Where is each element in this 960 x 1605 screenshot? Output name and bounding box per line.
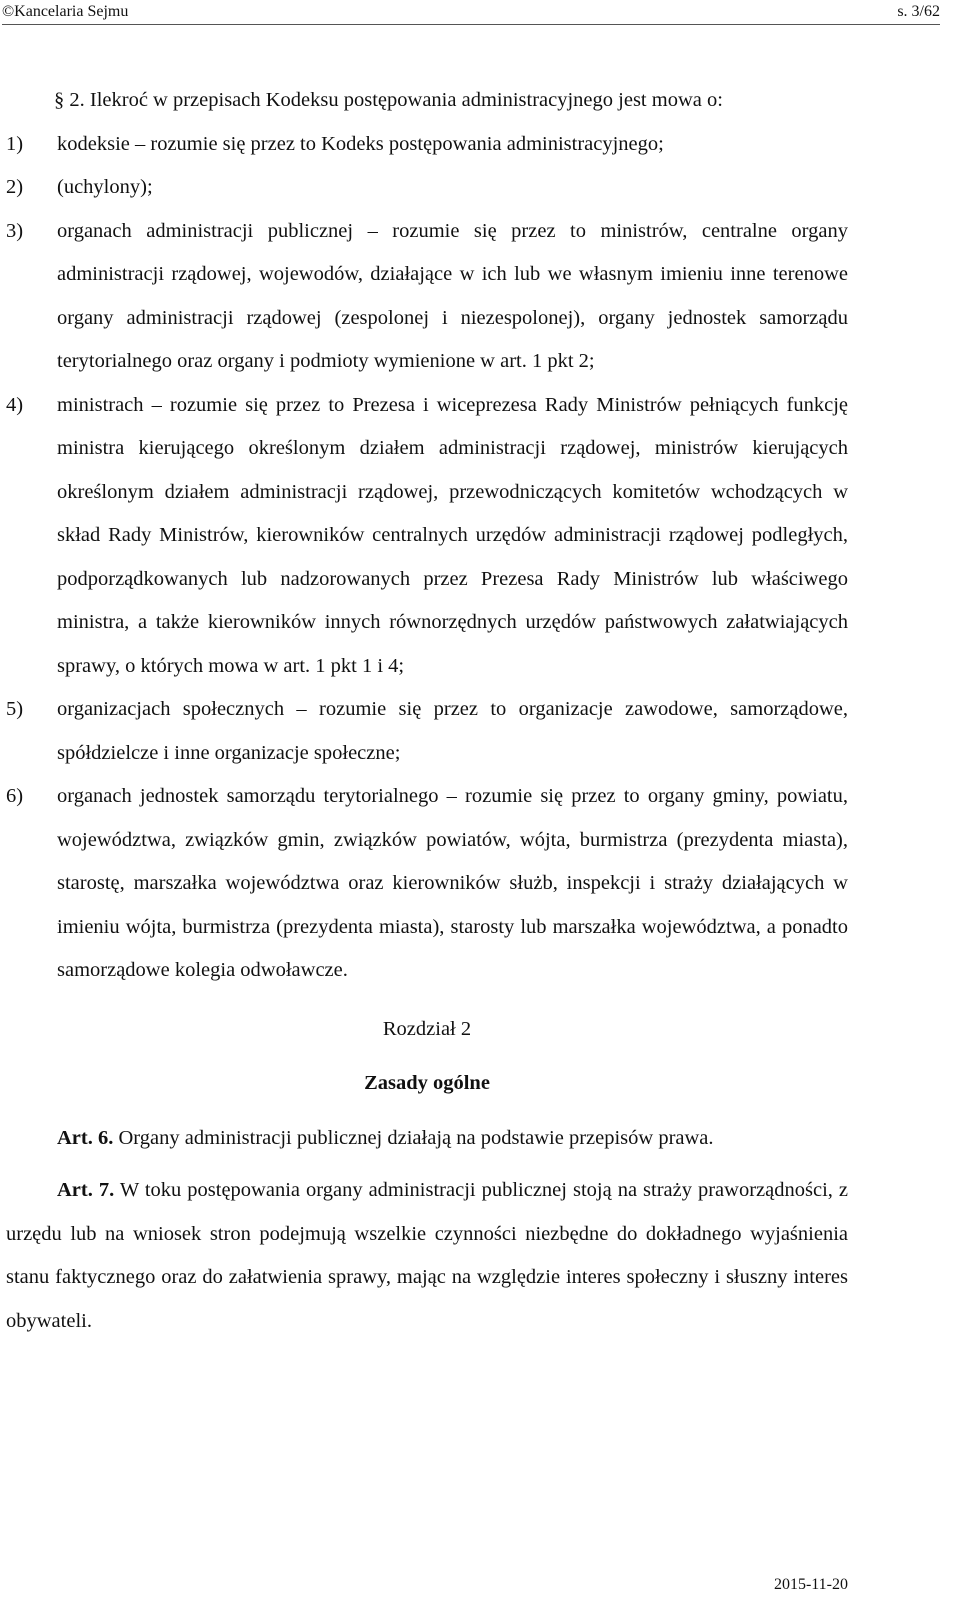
list-item-text: organach jednostek samorządu terytorialnego – rozumie się przez to organy gminy, powiatu, województwa, związków gmin, związków powiatów, wójta, burmistrza (prezydenta miasta), starostę, marszałka województwa oraz kierowników służb, inspekcji i straży działających w imieniu wójta, burmistrza (prezydenta miasta), starosty lub marszałka województwa, a ponadto samorządowe kolegia odwoławcze. — [57, 785, 848, 981]
list-item-number: 1) — [6, 132, 24, 155]
article-label: Art. 7. — [57, 1179, 115, 1201]
publisher-label: ©Kancelaria Sejmu — [2, 3, 129, 20]
page-footer-date: 2015-11-20 — [773, 1576, 848, 1593]
list-item-number: 5) — [6, 698, 24, 720]
page-header — [2, 0, 940, 25]
list-item-text: ministrach – rozumie się przez to Prezesa i wiceprezesa Rady Ministrów pełniących funkcję ministra kierującego określonym działem administracji rządowej, ministrów kierujących określonym działem administracji rządowej, przewodniczących komitetów wchodzących w skład Rady Ministrów, kierowników centralnych urzędów administracji rządowej podległych, podporządkowanych lub nadzorowanych przez Prezesa Rady Ministrów lub właściwego ministra, a także kierowników innych równorzędnych urzędów państwowych załatwiających sprawy, o których mowa w art. 1 pkt 1 i 4; — [57, 393, 848, 677]
document-body — [6, 79, 848, 1343]
article-text: W toku postępowania organy administracji publicznej stoją na straży praworządności, z urzędu lub na wniosek stron podejmują wszelkie czynności niezbędne do dokładnego wyjaśnienia stanu faktycznego oraz do załatwienia sprawy, mając na względzie interes społeczny i słuszny interes obywateli. — [6, 1179, 848, 1332]
list-item — [6, 123, 848, 167]
chapter-title: Zasady ogólne — [364, 1072, 490, 1094]
chapter-number: Rozdział 2 — [382, 1017, 472, 1040]
article-label: Art. 6. — [57, 1126, 114, 1149]
list-item — [6, 688, 848, 775]
article-6 — [6, 1117, 848, 1161]
list-item-number: 3) — [6, 219, 24, 242]
list-item-number: 6) — [6, 785, 24, 807]
list-item-text: organizacjach społecznych – rozumie się przez to organizacje zawodowe, samorządowe, spółdzielcze i inne organizacje społeczne; — [57, 698, 848, 764]
list-item-text: organach administracji publicznej – rozumie się przez to ministrów, centralne organy administracji rządowej, wojewodów, działające w ich lub we własnym imieniu inne terenowe organy administracji rządowej (zespolonej i niezespolonej), organy jednostek samorządu terytorialnego oraz organy i podmioty wymienione w art. 1 pkt 2; — [57, 219, 848, 372]
page-number: s. 3/62 — [897, 3, 940, 20]
list-item-text: kodeksie – rozumie się przez to Kodeks postępowania administracyjnego; — [57, 132, 664, 155]
list-item-text: (uchylony); — [57, 176, 153, 198]
list-item — [6, 775, 848, 993]
article-text: Organy administracji publicznej działają na podstawie przepisów prawa. — [113, 1126, 714, 1149]
article-7 — [6, 1169, 848, 1343]
list-item-number: 4) — [6, 393, 24, 416]
list-item — [6, 166, 848, 210]
list-item — [6, 210, 848, 384]
list-item — [6, 384, 848, 689]
section-intro: § 2. Ilekroć w przepisach Kodeksu postępowania administracyjnego jest mowa o: — [54, 89, 723, 111]
list-item-number: 2) — [6, 176, 24, 198]
